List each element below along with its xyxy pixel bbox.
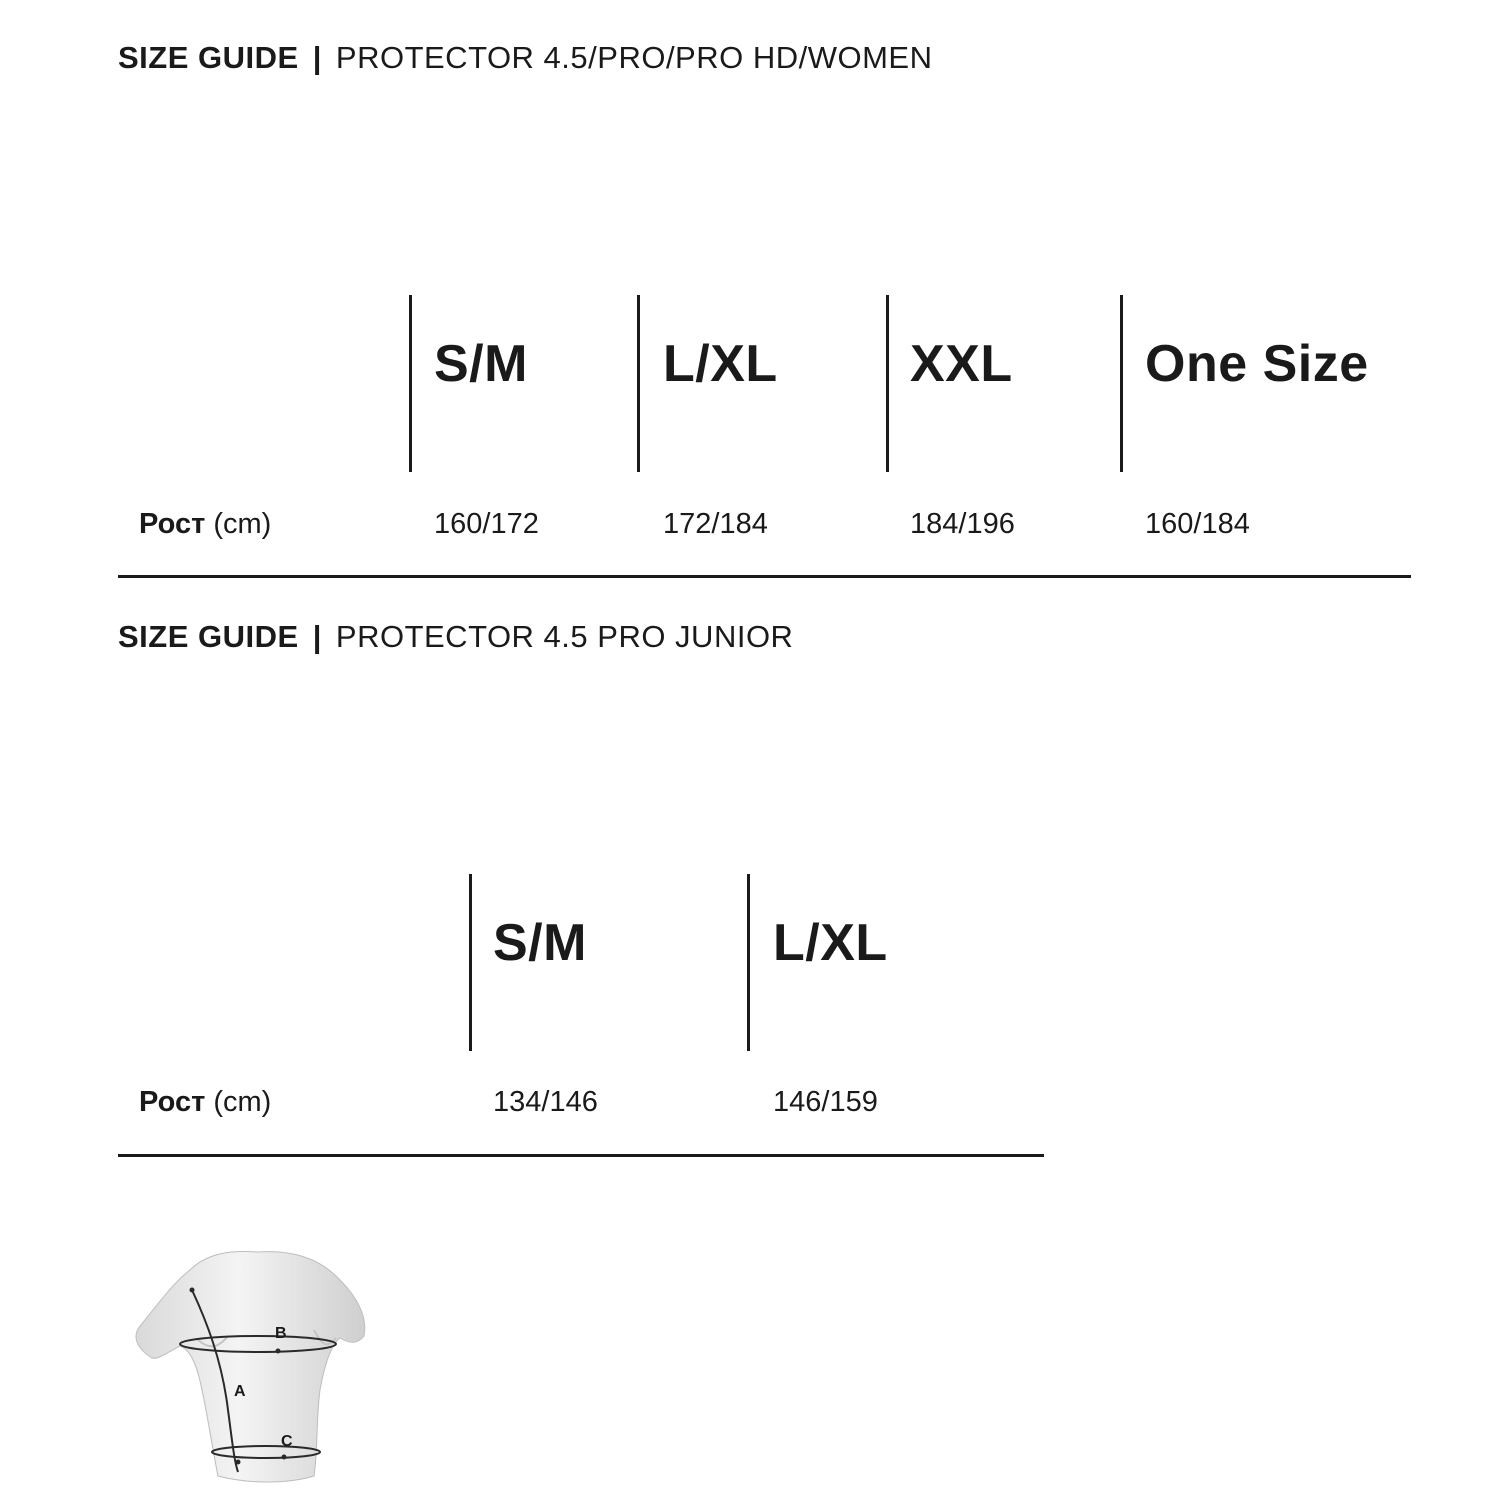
size-header-lxl: L/XL: [663, 335, 778, 393]
height-label: Рост: [139, 508, 206, 540]
size-guide-title-junior: [118, 619, 793, 655]
height-value-sm: 134/146: [493, 1086, 598, 1118]
table-bottom-rule: [118, 1154, 1044, 1157]
height-value-sm: 160/172: [434, 508, 539, 540]
guide-separator: |: [312, 619, 322, 654]
torso-illustration: [118, 1240, 388, 1485]
height-value-lxl: 146/159: [773, 1086, 878, 1118]
guide-product: PROTECTOR 4.5/PRO/PRO HD/WOMEN: [335, 40, 933, 75]
measure-label-c: C: [281, 1433, 293, 1450]
column-divider: [637, 295, 640, 472]
size-header-sm: S/M: [434, 335, 528, 393]
size-header-one-size: One Size: [1145, 335, 1369, 393]
measure-label-b: B: [275, 1325, 287, 1342]
guide-separator: |: [312, 40, 322, 75]
size-header-xxl: XXL: [910, 335, 1013, 393]
height-row-label: [139, 508, 271, 541]
column-divider: [409, 295, 412, 472]
column-divider: [1120, 295, 1123, 472]
table-bottom-rule: [118, 575, 1411, 578]
size-header-sm: S/M: [493, 914, 587, 972]
height-value-one-size: 160/184: [1145, 508, 1250, 540]
guide-label: SIZE GUIDE: [118, 40, 299, 75]
height-row-label: [139, 1086, 271, 1119]
torso-measurement-diagram: [118, 1240, 388, 1485]
size-header-lxl: L/XL: [773, 914, 888, 972]
guide-product: PROTECTOR 4.5 PRO JUNIOR: [335, 619, 794, 654]
height-label: Рост: [139, 1086, 206, 1118]
column-divider: [469, 874, 472, 1051]
height-unit: (cm): [213, 508, 272, 540]
column-divider: [886, 295, 889, 472]
height-value-lxl: 172/184: [663, 508, 768, 540]
column-divider: [747, 874, 750, 1051]
height-unit: (cm): [213, 1086, 272, 1118]
size-guide-title-adult: [118, 40, 933, 76]
height-value-xxl: 184/196: [910, 508, 1015, 540]
measure-label-a: A: [234, 1383, 246, 1400]
guide-label: SIZE GUIDE: [118, 619, 299, 654]
